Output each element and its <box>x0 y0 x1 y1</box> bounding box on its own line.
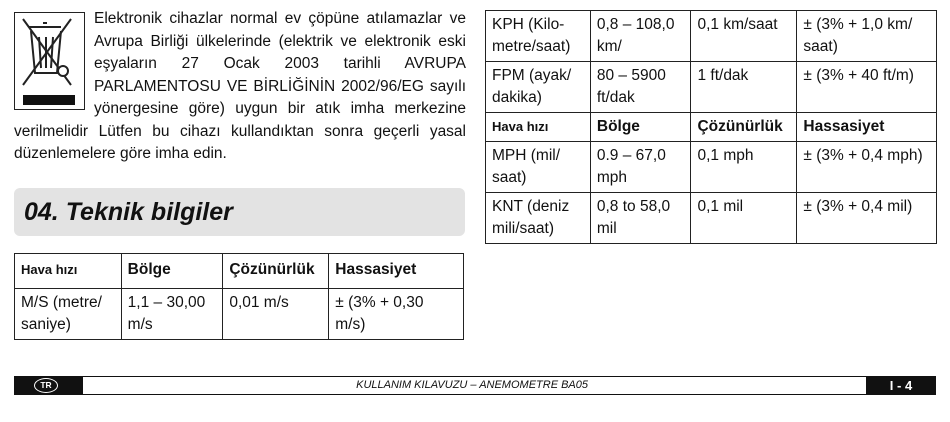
table-header-cell: Bölge <box>590 113 691 142</box>
table-header-cell: Hassasiyet <box>797 113 937 142</box>
table-cell: 0,1 km/saat <box>691 11 797 62</box>
table-cell: ± (3% + 1,0 km/ saat) <box>797 11 937 62</box>
footer-title-area <box>83 377 866 394</box>
language-badge: TR <box>34 378 58 393</box>
spec-table-right <box>485 10 937 244</box>
table-row <box>486 62 937 113</box>
table-cell: FPM (ayak/ dakika) <box>486 62 591 113</box>
table-header-row <box>486 113 937 142</box>
manual-title: KULLANIM KILAVUZU – ANEMOMETRE BA05 <box>356 379 588 391</box>
section-title: 04. Teknik bilgiler <box>24 198 233 226</box>
table-header-cell: Hassasiyet <box>329 254 464 289</box>
table-cell: ± (3% + 0,4 mil) <box>797 193 937 244</box>
table-row <box>486 11 937 62</box>
table-row <box>486 193 937 244</box>
table-cell: ± (3% + 0,4 mph) <box>797 142 937 193</box>
table-header-cell: Çözünürlük <box>223 254 329 289</box>
section-heading-bar <box>14 188 465 236</box>
table-cell: ± (3% + 40 ft/m) <box>797 62 937 113</box>
disposal-notice-text: Elektronik cihazlar normal ev çöpüne atılamazlar ve Avrupa Birliği ülkelerinde (elektrik ve elektronik eski eşyaların 27 Ocak 2003 tarihli AVRUPA PARLAMENTOSU VE BİRLİĞİNİN 2002/96/EG sayılı yönergesine göre) uygun bir atık imha merkezine verilmelidir Lütfen bu cihazı kullandıktan sonra geçerli yasal düzenlemelere göre imha edin. <box>14 10 466 162</box>
table-cell: M/S (metre/ saniye) <box>15 289 122 340</box>
table-cell: 1,1 – 30,00 m/s <box>121 289 223 340</box>
table-row <box>486 142 937 193</box>
table-cell: KNT (deniz mili/saat) <box>486 193 591 244</box>
table-header-cell: Bölge <box>121 254 223 289</box>
table-cell: 1 ft/dak <box>691 62 797 113</box>
table-cell: KPH (Kilo- metre/saat) <box>486 11 591 62</box>
table-header-cell: Çözünürlük <box>691 113 797 142</box>
table-cell: 0,8 – 108,0 km/ <box>590 11 691 62</box>
table-cell: 0,8 to 58,0 mil <box>590 193 691 244</box>
table-header-row <box>15 254 464 289</box>
table-cell: 80 – 5900 ft/dak <box>590 62 691 113</box>
table-cell: 0,01 m/s <box>223 289 329 340</box>
table-cell: ± (3% + 0,30 m/s) <box>329 289 464 340</box>
table-row <box>15 289 464 340</box>
table-cell: 0.9 – 67,0 mph <box>590 142 691 193</box>
table-cell: MPH (mil/ saat) <box>486 142 591 193</box>
table-header-cell: Hava hızı <box>15 254 122 289</box>
table-cell: 0,1 mph <box>691 142 797 193</box>
page-number: I - 4 <box>889 378 913 393</box>
spec-table-left <box>14 253 464 340</box>
table-header-cell: Hava hızı <box>486 113 591 142</box>
table-cell: 0,1 mil <box>691 193 797 244</box>
